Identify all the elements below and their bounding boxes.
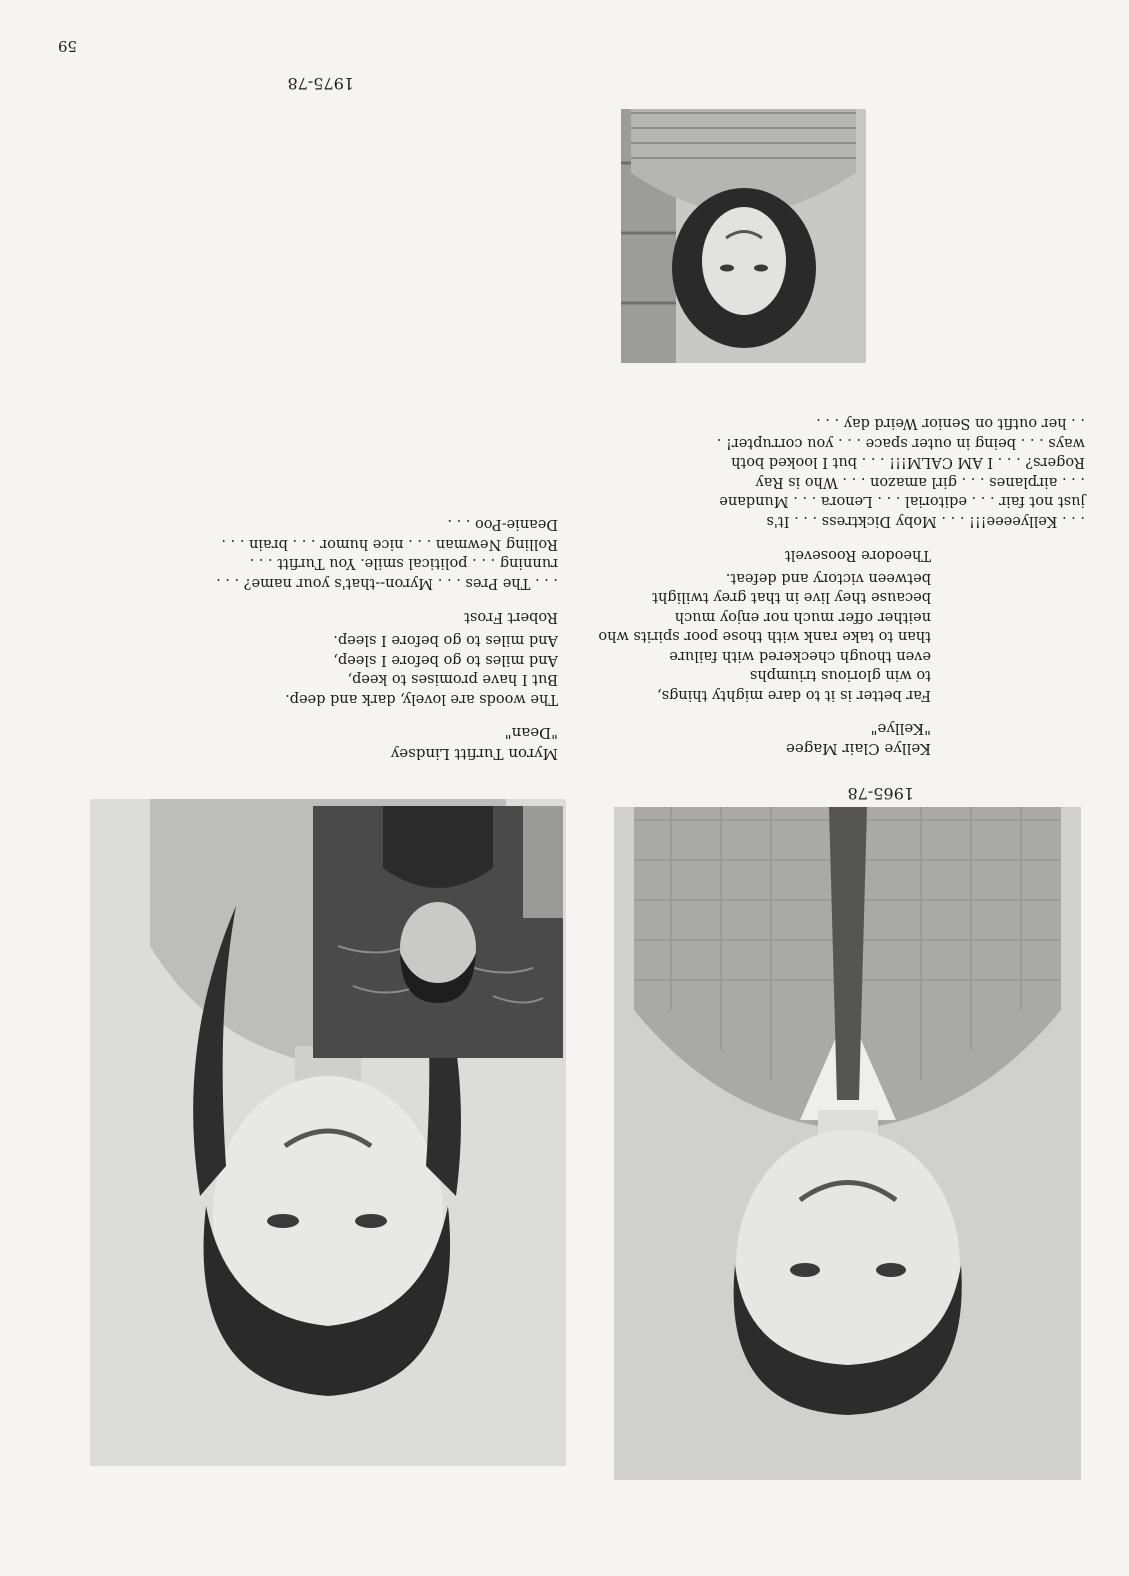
years-attended-kellye: 1965-78	[847, 784, 914, 803]
candid-photo-kellye	[621, 109, 866, 363]
quote-author-myron: Robert Frost	[464, 609, 558, 625]
student-name-kellye: Kellye Clair Magee	[785, 740, 931, 758]
nickname-kellye: "Kellye"	[870, 720, 931, 738]
memories-kellye: . . . Kellyeeee!!! . . . Moby Dicktress . . . It's just not fair . . . editorial . . . Lenora . . . Mundane . . . airplanes . . . girl amazon . . . Who is Ray Rogers? . . . I AM CALM!!! . . . but I looked both ways . . . being in outer space . . . you corrupter! . . . her outfit on Senior Weird day . . .	[716, 415, 1085, 529]
quote-author-kellye: Theodore Roosevelt	[784, 547, 931, 563]
memories-myron: . . . The Pres . . . Myron--that's your name? . . . running . . . political smile. You Turfitt . . . Rolling Newman . . . nice humor . . . brain . . . Deanie-Poo . . .	[216, 516, 558, 591]
candid-photo-myron	[313, 806, 563, 1058]
quote-kellye: Far better is it to dare mighty things, to win glorious triumphs even though checkered with failure than to take rank with those poor spirits who neither offer much nor enjoy much because they live in that grey twilight between victory and defeat.	[598, 570, 931, 703]
page-number: 59	[57, 37, 77, 55]
years-attended-myron: 1975-78	[287, 74, 354, 93]
nickname-myron: "Dean"	[504, 724, 558, 742]
student-name-myron: Myron Turfitt Lindsey	[390, 745, 558, 763]
quote-myron: The woods are lovely, dark and deep. But I have promises to keep, And miles to go before I sleep, And miles to go before I sleep.	[285, 632, 558, 707]
portrait-photo-kellye	[614, 807, 1081, 1480]
